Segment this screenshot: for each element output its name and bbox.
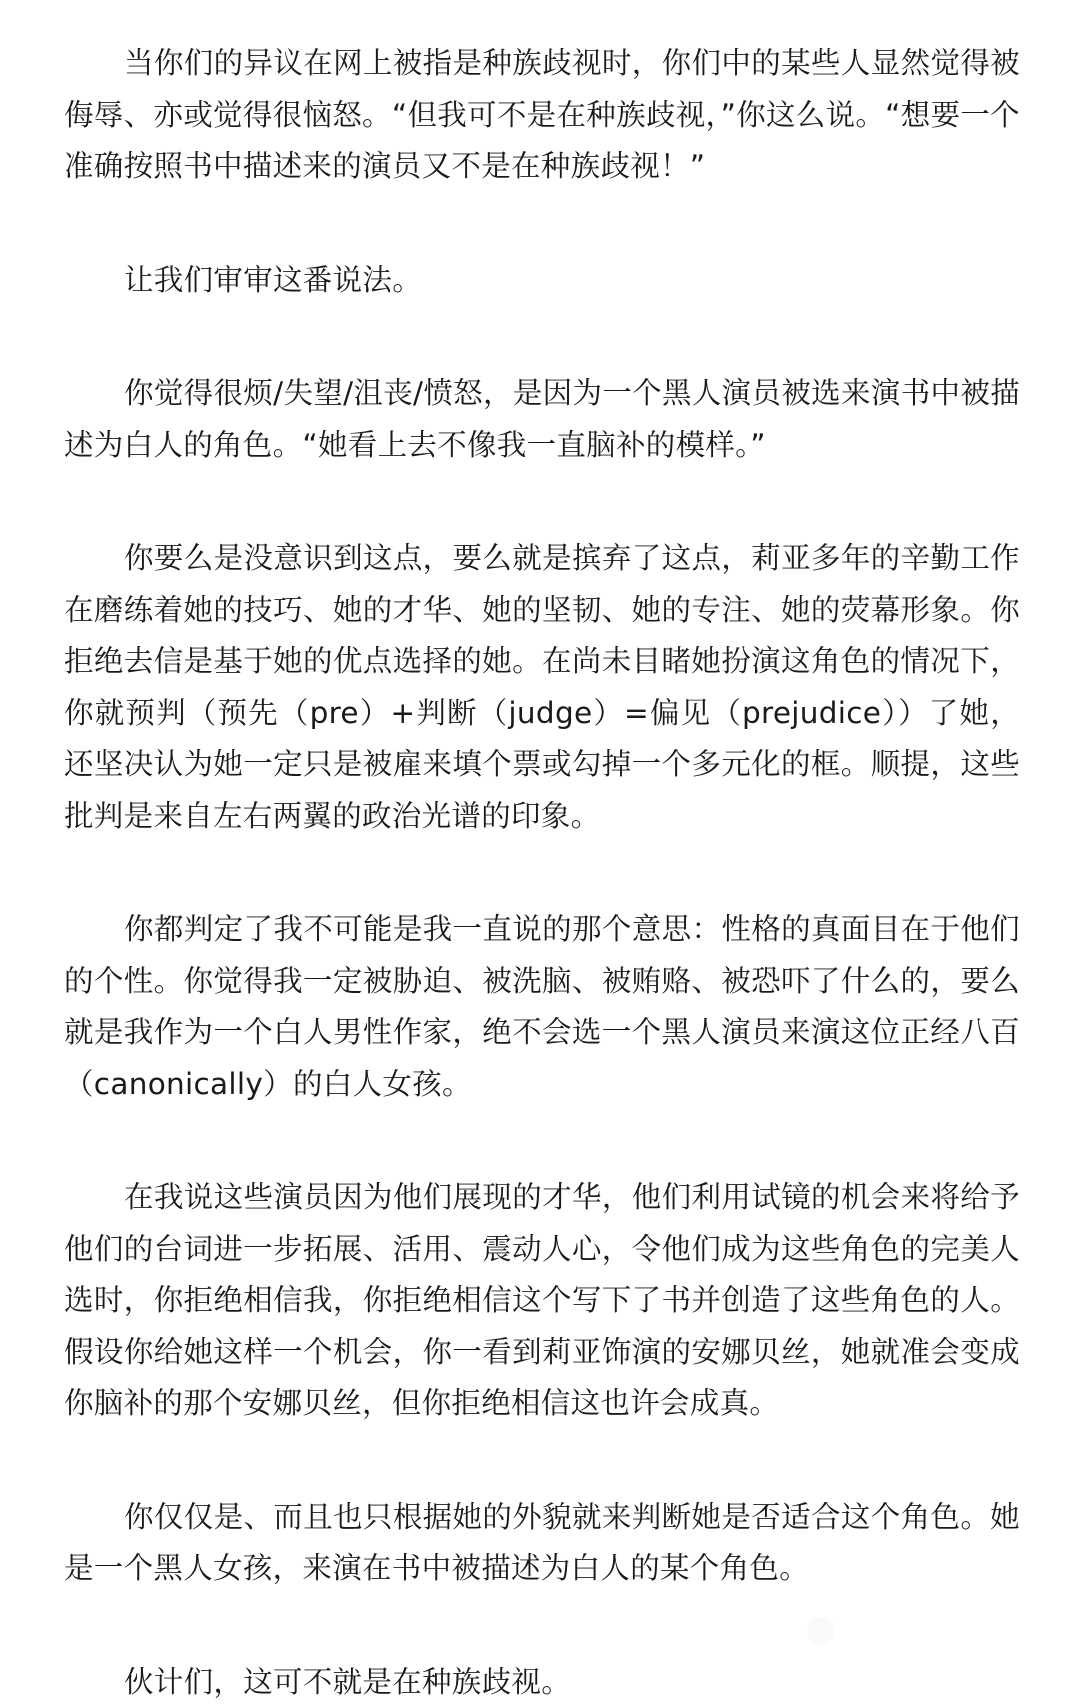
paragraph-1: 当你们的异议在网上被指是种族歧视时，你们中的某些人显然觉得被侮辱、亦或觉得很恼怒。“但我可不是在种族歧视，”你这么说。“想要一个准确按照书中描述来的演员又不是在种族歧视！” [64,38,1020,193]
paragraph-2: 让我们审审这番说法。 [64,255,1020,307]
watermark-dot [807,1617,835,1645]
paragraph-3: 你觉得很烦/失望/沮丧/愤怒，是因为一个黑人演员被选来演书中被描述为白人的角色。“她看上去不像我一直脑补的模样。” [64,368,1020,471]
paragraph-7: 你仅仅是、而且也只根据她的外貌就来判断她是否适合这个角色。她是一个黑人女孩，来演在书中被描述为白人的某个角色。 [64,1492,1020,1595]
paragraph-5: 你都判定了我不可能是我一直说的那个意思：性格的真面目在于他们的个性。你觉得我一定被胁迫、被洗脑、被贿赂、被恐吓了什么的，要么就是我作为一个白人男性作家，绝不会选一个黑人演员来演这位正经八百（canonically）的白人女孩。 [64,904,1020,1110]
paragraph-8: 伙计们，这可不就是在种族歧视。 [64,1657,1020,1708]
paragraph-6: 在我说这些演员因为他们展现的才华，他们利用试镜的机会来将给予他们的台词进一步拓展、活用、震动人心，令他们成为这些角色的完美人选时，你拒绝相信我，你拒绝相信这个写下了书并创造了这些角色的人。假设你给她这样一个机会，你一看到莉亚饰演的安娜贝丝，她就准会变成你脑补的那个安娜贝丝，但你拒绝相信这也许会成真。 [64,1172,1020,1430]
paragraph-4: 你要么是没意识到这点，要么就是摈弃了这点，莉亚多年的辛勤工作在磨练着她的技巧、她的才华、她的坚韧、她的专注、她的荧幕形象。你拒绝去信是基于她的优点选择的她。在尚未目睹她扮演这角色的情况下，你就预判（预先（pre）+判断（judge）=偏见（prejudice））了她，还坚决认为她一定只是被雇来填个票或勾掉一个多元化的框。顺提，这些批判是来自左右两翼的政治光谱的印象。 [64,533,1020,842]
